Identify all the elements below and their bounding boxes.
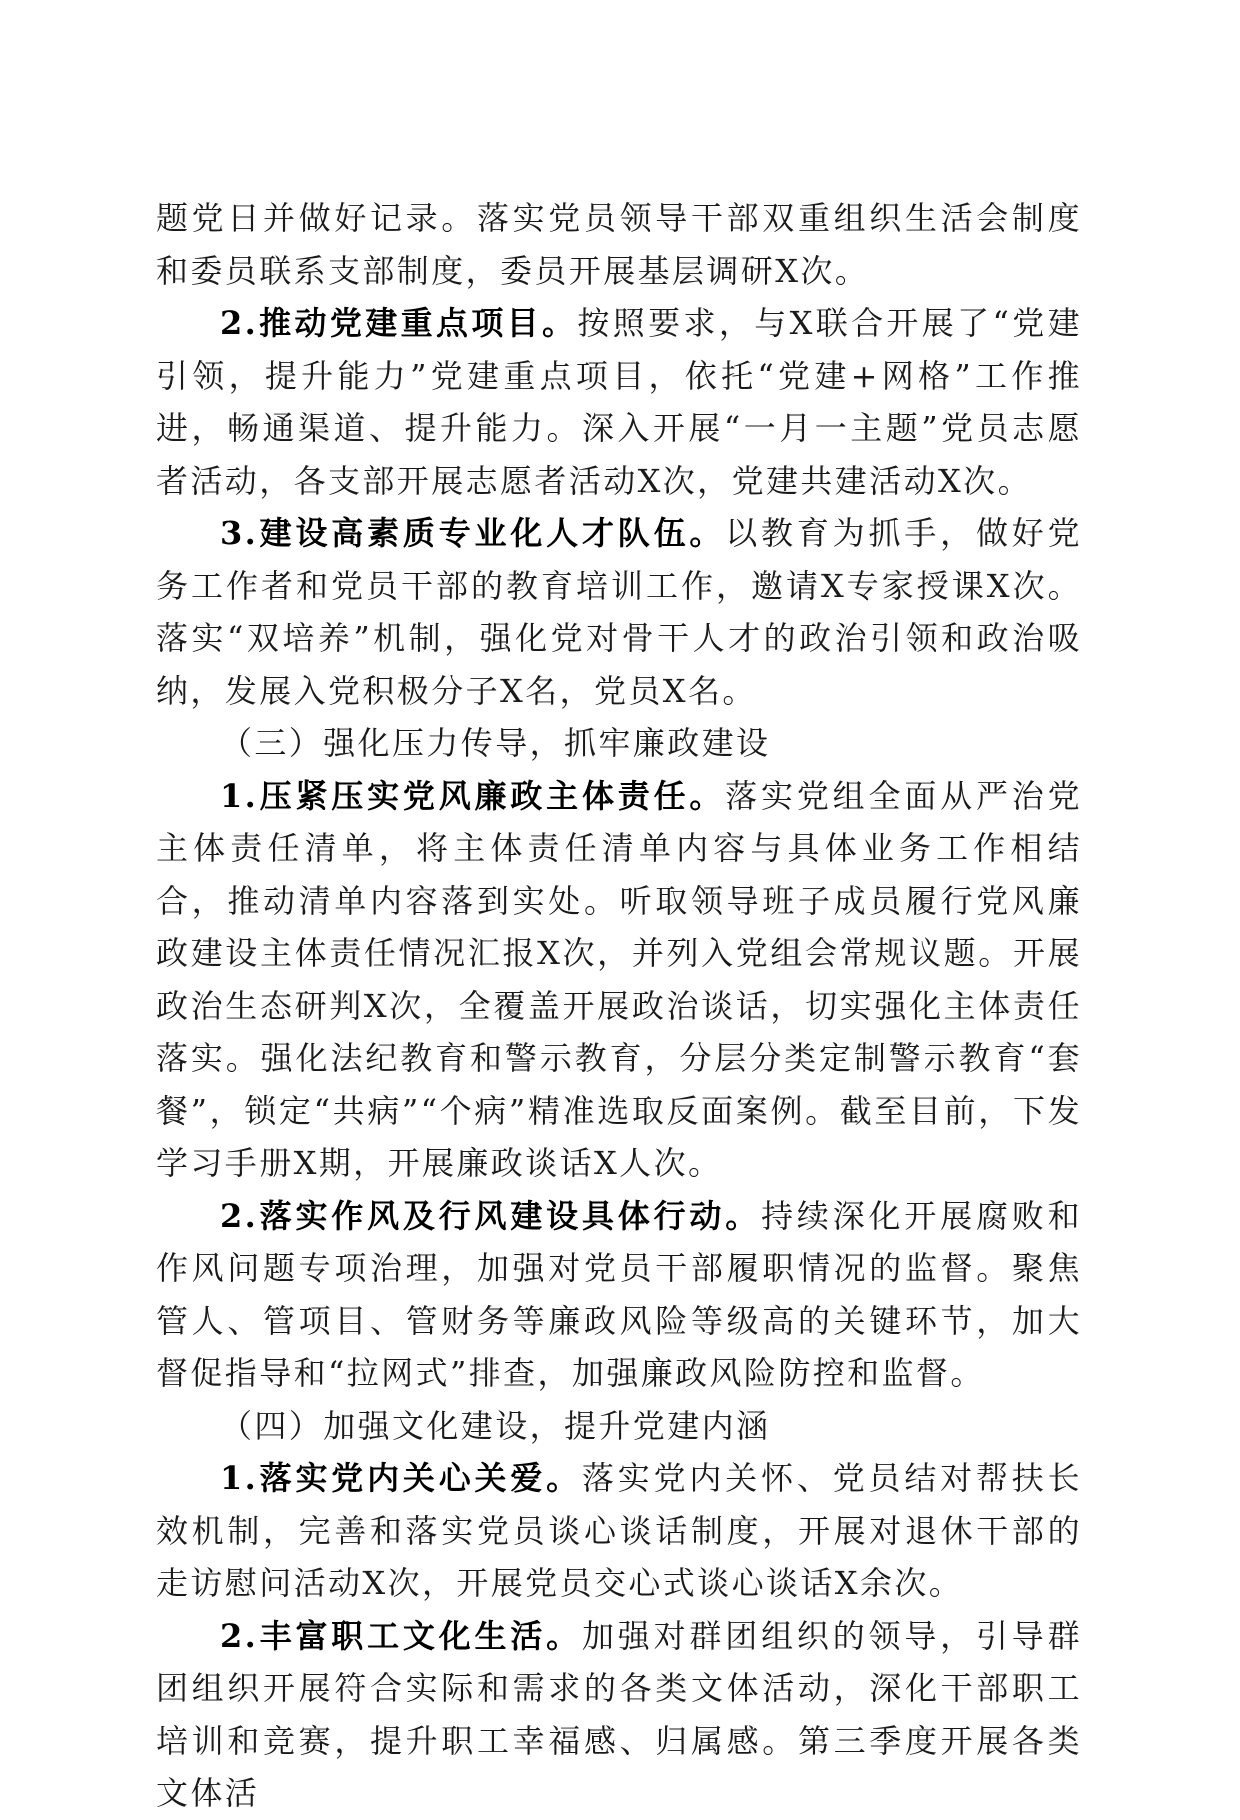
paragraph-integrity-responsibility bbox=[156, 770, 1082, 1190]
section-heading-4: （四）加强文化建设，提升党建内涵 bbox=[220, 1406, 771, 1445]
paragraph-lead: 2.推动党建重点项目。 bbox=[220, 304, 578, 342]
section-heading-3: （三）强化压力传导，抓牢廉政建设 bbox=[220, 724, 771, 762]
paragraph-text: 题党日并做好记录。落实党员领导干部双重组织生活会制度和委员联系支部制度，委员开展基层调研X次。 bbox=[156, 199, 1082, 290]
document-body bbox=[156, 192, 1082, 1820]
paragraph-care bbox=[156, 1452, 1082, 1610]
paragraph-staff-culture bbox=[156, 1610, 1082, 1820]
paragraph-party-key-projects bbox=[156, 297, 1082, 507]
paragraph-text: 持续深化开展腐败和作风问题专项治理，加强对党员干部履职情况的监督。聚焦管人、管项目、管财务等廉政风险等级高的关键环节，加大督促指导和“拉网式”排查，加强廉政风险防控和监督。 bbox=[156, 1196, 1082, 1392]
paragraph-text: 以教育为抓手，做好党务工作者和党员干部的教育培训工作，邀请X专家授课X次。落实“双培养”机制，强化党对骨干人才的政治引领和政治吸纳，发展入党积极分子X名，党员X名。 bbox=[156, 514, 1082, 710]
paragraph-lead: 3.建设高素质专业化人才队伍。 bbox=[220, 514, 726, 552]
paragraph-text: 落实党组全面从严治党主体责任清单，将主体责任清单内容与具体业务工作相结合，推动清单内容落到实处。听取领导班子成员履行党风廉政建设主体责任情况汇报X次，并列入党组会常规议题。开展政治生态研判X次，全覆盖开展政治谈话，切实强化主体责任落实。强化法纪教育和警示教育，分层分类定制警示教育“套餐”，锁定“共病”“个病”精准选取反面案例。截至目前，下发学习手册X期，开展廉政谈话X人次。 bbox=[156, 776, 1082, 1182]
paragraph-lead: 1.压紧压实党风廉政主体责任。 bbox=[220, 776, 726, 815]
paragraph-text: 加强对群团组织的领导，引导群团组织开展符合实际和需求的各类文体活动，深化干部职工培训和竞赛，提升职工幸福感、归属感。第三季度开展各类文体活 bbox=[156, 1616, 1082, 1812]
paragraph-text: 落实党内关怀、党员结对帮扶长效机制，完善和落实党员谈心谈话制度，开展对退休干部的走访慰问活动X次，开展党员交心式谈心谈话X余次。 bbox=[156, 1459, 1082, 1602]
paragraph-lead: 1.落实党内关心关爱。 bbox=[220, 1459, 582, 1497]
paragraph-work-style bbox=[156, 1190, 1082, 1400]
paragraph-talent-team bbox=[156, 507, 1082, 717]
paragraph-lead: 2.丰富职工文化生活。 bbox=[220, 1616, 582, 1655]
paragraph-text: 按照要求，与X联合开展了“党建引领，提升能力”党建重点项目，依托“党建+网格”工作推进，畅通渠道、提升能力。深入开展“一月一主题”党员志愿者活动，各支部开展志愿者活动X次，党建共建活动X次。 bbox=[156, 304, 1082, 500]
paragraph-lead: 2.落实作风及行风建设具体行动。 bbox=[220, 1196, 762, 1235]
paragraph-continued bbox=[156, 192, 1082, 297]
